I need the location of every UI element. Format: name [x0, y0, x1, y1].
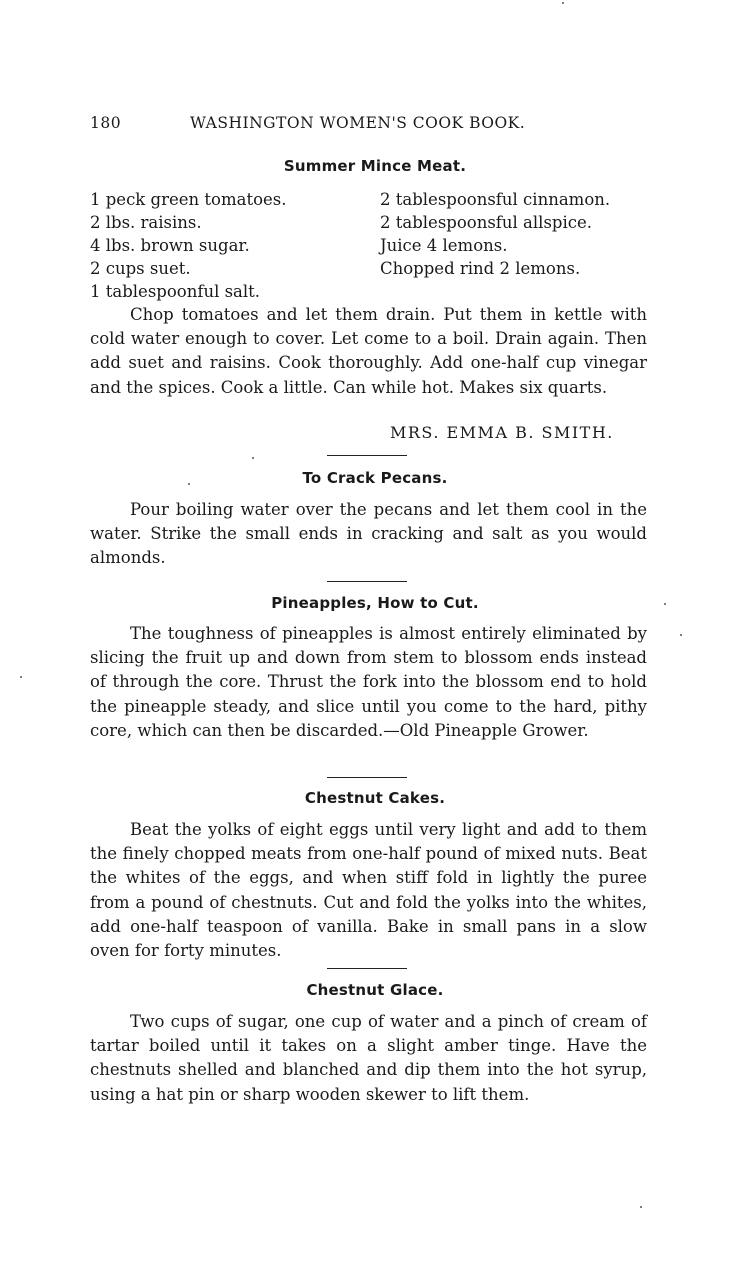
recipe-title-to-crack-pecans: To Crack Pecans. — [302, 469, 448, 487]
recipe-body-chestnut-cakes: Beat the yolks of eight eggs until very light and add to them the finely chopped meats from one-half pound of mixed nuts. Beat the whites of the eggs, and when stiff fold in lightly the puree from a pound of chestnuts. Cut and fold the yolks into the whites, add one-half teaspoon of vanilla. Bake in small pans in a slow oven for forty minutes. — [90, 820, 647, 961]
section-divider — [327, 581, 407, 582]
recipe-title-summer-mince-meat: Summer Mince Meat. — [283, 157, 467, 175]
scan-speck — [664, 603, 666, 605]
ingredient-item: 2 cups suet. — [90, 259, 191, 278]
recipe-body-chestnut-glace: Two cups of sugar, one cup of water and a pinch of cream of tartar boiled until it takes on a slight amber tinge. Have the chestnuts shelled and blanched and dip them into the hot syrup, using a hat pin or sharp wooden skewer to lift them. — [90, 1012, 647, 1104]
page-number: 180 — [90, 114, 122, 132]
recipe-title-chestnut-cakes: Chestnut Cakes. — [304, 789, 446, 807]
scan-speck — [188, 483, 190, 485]
section-divider — [327, 777, 407, 778]
recipe-body-summer-mince-meat: Chop tomatoes and let them drain. Put them in kettle with cold water enough to cover. Let come to a boil. Drain again. Then add suet and raisins. Cook thoroughly. Add one-half cup vinegar and the spices. Cook a little. Can while hot. Makes six quarts. — [90, 305, 647, 397]
scan-speck — [562, 2, 564, 4]
recipe-title-pineapples-how-to-cut: Pineapples, How to Cut. — [271, 594, 479, 612]
ingredient-item: 2 lbs. raisins. — [90, 213, 202, 232]
ingredient-item: Juice 4 lemons. — [380, 236, 508, 255]
recipe-body-to-crack-pecans: Pour boiling water over the pecans and let them cool in the water. Strike the small ends in cracking and salt as you would almonds. — [90, 500, 647, 568]
scan-speck — [20, 676, 22, 678]
ingredient-list-right — [380, 188, 610, 280]
section-divider — [327, 455, 407, 456]
ingredient-list-left — [90, 188, 287, 303]
ingredient-item: Chopped rind 2 lemons. — [380, 259, 581, 278]
scan-speck — [252, 457, 254, 459]
section-divider — [327, 968, 407, 969]
recipe-title-chestnut-glace: Chestnut Glace. — [306, 981, 444, 999]
recipe-body-pineapples-how-to-cut: The toughness of pineapples is almost entirely eliminated by slicing the fruit up and down from stem to blossom ends instead of through the core. Thrust the fork into the blossom end to hold the pineapple steady, and slice until you come to the hard, pithy core, which can then be discarded.—Old Pineapple Grower. — [90, 624, 647, 740]
recipe-author: MRS. EMMA B. SMITH. — [390, 423, 614, 442]
scan-speck — [640, 1206, 642, 1208]
ingredient-item: 1 tablespoonful salt. — [90, 282, 261, 301]
running-title: WASHINGTON WOMEN'S COOK BOOK. — [190, 114, 526, 132]
ingredient-item: 1 peck green tomatoes. — [90, 190, 287, 209]
ingredient-item: 4 lbs. brown sugar. — [90, 236, 250, 255]
scan-speck — [680, 634, 682, 636]
ingredient-item: 2 tablespoonsful allspice. — [380, 213, 593, 232]
ingredient-item: 2 tablespoonsful cinnamon. — [380, 190, 611, 209]
